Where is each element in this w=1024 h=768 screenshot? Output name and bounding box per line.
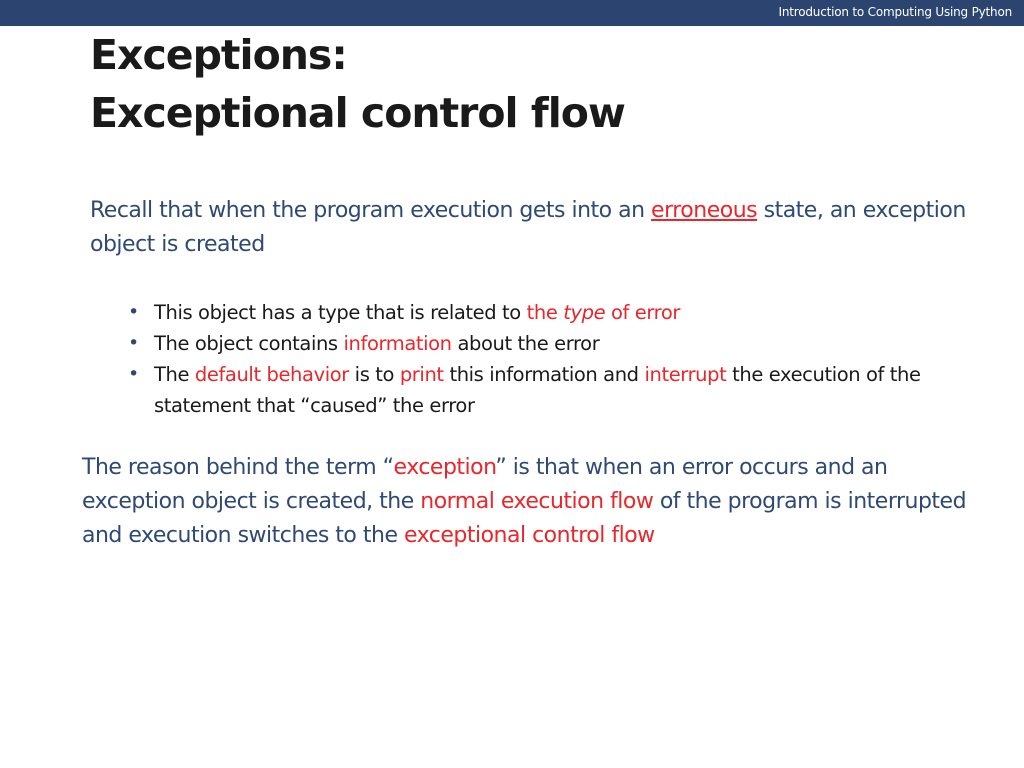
- course-title: Introduction to Computing Using Python: [778, 5, 1012, 19]
- bullet-text: The object contains: [154, 332, 344, 355]
- bullet-list: [128, 297, 988, 421]
- bullet-text: The: [154, 363, 195, 386]
- slide-title: [90, 26, 625, 142]
- bullet-highlight: print: [399, 363, 444, 386]
- reason-paragraph: [82, 451, 992, 553]
- bullet-item: [128, 328, 988, 359]
- bullet-highlight-italic: type: [563, 301, 606, 324]
- bullet-highlight: of error: [605, 301, 681, 324]
- bullet-highlight: information: [343, 332, 452, 355]
- bullet-text: is to: [348, 363, 400, 386]
- reason-text: The reason behind the term “: [82, 455, 394, 480]
- bullet-text: about the error: [451, 332, 600, 355]
- bullet-highlight: interrupt: [644, 363, 727, 386]
- intro-text-1: Recall that when the program execution gets into an: [90, 198, 652, 223]
- intro-highlight-erroneous: erroneous: [651, 198, 758, 223]
- intro-text-2: state, an exception object is created: [90, 198, 966, 257]
- slide-title-line-1: Exceptions:: [90, 31, 347, 79]
- bullet-dot-icon: •: [128, 301, 139, 323]
- reason-highlight: exception: [393, 455, 496, 480]
- header-bar: [0, 0, 1024, 26]
- reason-highlight: exceptional control flow: [403, 523, 655, 548]
- reason-text: of the program is interrupted and execution switches to the: [82, 489, 967, 548]
- bullet-item: [128, 359, 988, 421]
- intro-paragraph: [90, 194, 970, 262]
- bullet-dot-icon: •: [128, 332, 139, 354]
- bullet-item: [128, 297, 988, 328]
- bullet-text: the execution of the statement that “caused” the error: [154, 363, 921, 417]
- bullet-highlight: default behavior: [194, 363, 349, 386]
- reason-highlight: normal execution flow: [420, 489, 654, 514]
- bullet-dot-icon: •: [128, 363, 139, 385]
- reason-text: ” is that when an error occurs and an exception object is created, the: [82, 455, 888, 514]
- bullet-highlight: the: [526, 301, 564, 324]
- bullet-text: This object has a type that is related to: [154, 301, 527, 324]
- slide-title-line-2: Exceptional control flow: [90, 89, 625, 137]
- bullet-text: this information and: [443, 363, 645, 386]
